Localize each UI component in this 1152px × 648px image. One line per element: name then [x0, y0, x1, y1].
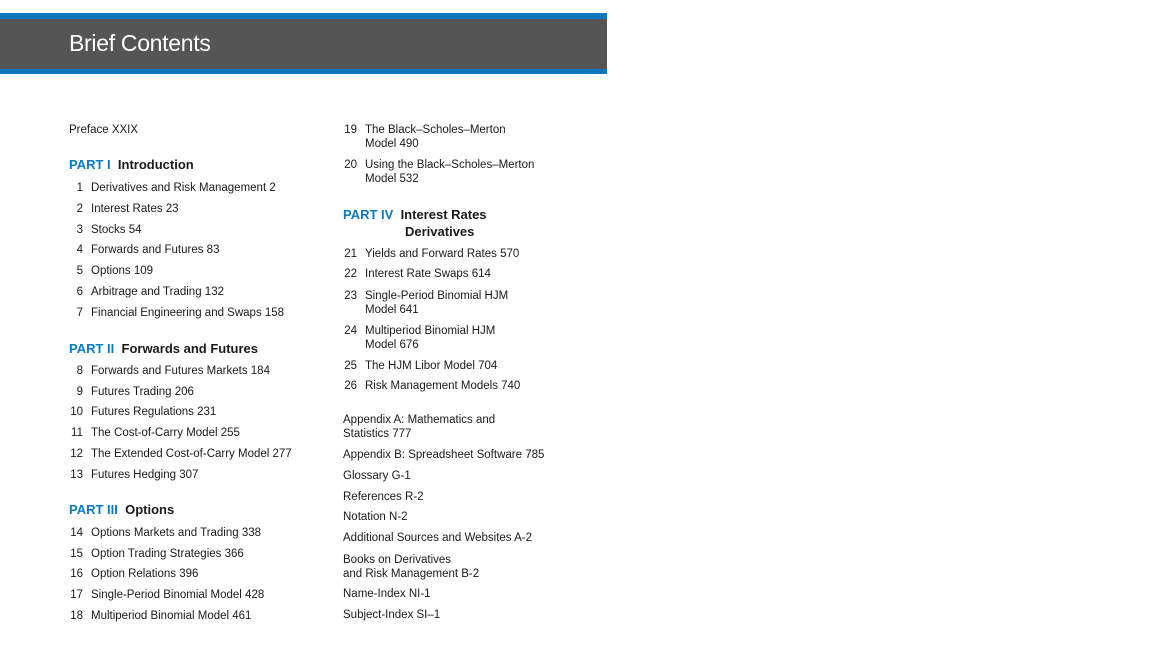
part-label: PART II [69, 341, 115, 356]
part-title: Introduction [117, 157, 194, 172]
back-matter-entry[interactable]: Additional Sources and Websites A-2 [343, 532, 533, 544]
preface-entry[interactable]: Preface XXIX [69, 124, 139, 136]
header-banner [0, 13, 607, 74]
part-heading-1 [69, 158, 194, 172]
part-title: Forwards and Futures [121, 341, 259, 356]
part-title: Options [125, 502, 175, 517]
part-title-continued: Derivatives [405, 224, 475, 239]
part-heading-2 [69, 342, 258, 356]
page-title: Brief Contents [69, 30, 211, 56]
part-title: Interest Rates [400, 207, 487, 222]
part-heading-3 [69, 503, 174, 517]
banner-bottom-rule [0, 69, 607, 74]
part-heading-4 [343, 208, 487, 222]
part-label: PART I [69, 157, 111, 172]
back-matter-entry[interactable]: Notation N-2 [343, 511, 408, 523]
back-matter-entry[interactable]: Books on Derivatives and Risk Management B-2 [343, 554, 480, 580]
back-matter-entry[interactable]: Appendix A: Mathematics and Statistics 777 [343, 414, 496, 440]
back-matter-entry[interactable]: Name-Index NI-1 [343, 588, 431, 600]
banner-top-rule [0, 13, 607, 19]
back-matter-entry[interactable]: References R-2 [343, 491, 424, 503]
part-heading-4-line2 [405, 225, 474, 239]
back-matter-entry[interactable]: Appendix B: Spreadsheet Software 785 [343, 449, 545, 461]
back-matter-entry[interactable]: Glossary G-1 [343, 470, 411, 482]
part-label: PART IV [343, 207, 394, 222]
part-label: PART III [69, 502, 118, 517]
back-matter-entry[interactable]: Subject-Index SI–1 [343, 609, 441, 621]
